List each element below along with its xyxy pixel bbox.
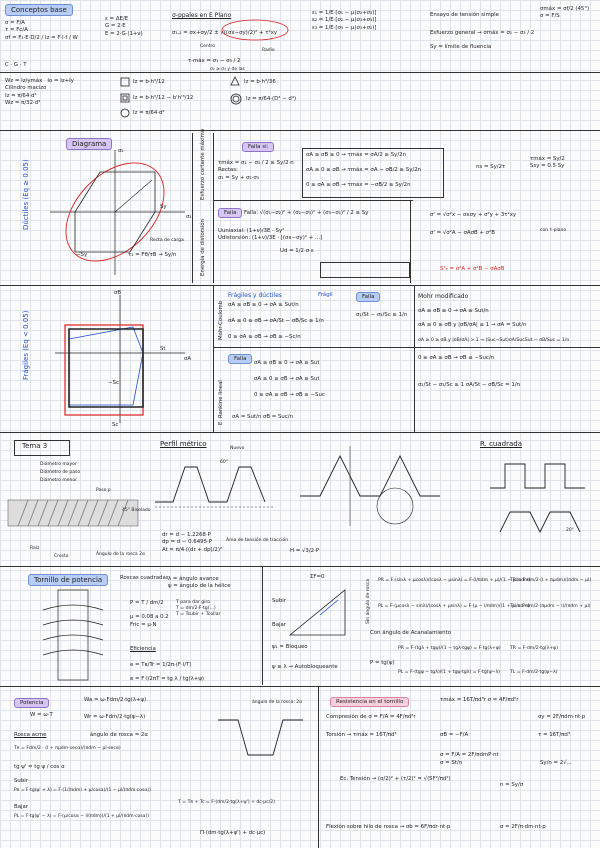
sin-angulo-label: Sin ángulo de rosca bbox=[366, 578, 371, 624]
esfuerzo-general: Esfuerzo general → σmáx = σ₁ − σ₃ / 2 bbox=[430, 30, 535, 36]
recta-label: Recta de carga bbox=[150, 238, 184, 243]
label-paso: Paso p bbox=[96, 488, 111, 493]
falla-si-header: Falla si: bbox=[242, 142, 274, 152]
p-tg: P = tg(ψ) bbox=[370, 660, 395, 666]
angulo-rosca: ángulo de rosca = 2α bbox=[90, 732, 148, 738]
tr-row: TR = F·dm/2·(l + πμdm)/(πdm − μl) bbox=[510, 578, 592, 583]
ang-note: ángulo de la rosca: 2α bbox=[252, 700, 303, 705]
acme-pl: PL = F·tg(ψ' − λ) = F·(μ/cosα − l/(πdm))/(1 + μl/(πdm·cosα)) bbox=[14, 814, 150, 819]
mm-line-3: σA ≥ 0 ≥ σB y |σB/σA| > 1 → (Suc−Sut)σA/SucSut − σB/Suc = 1/n bbox=[418, 338, 570, 343]
ductiles-label: Dúctiles (Eq ≥ 0.05) bbox=[22, 159, 30, 230]
res-right-1: τ = 16T/πd³ bbox=[538, 732, 570, 738]
wa-eq: Wa = ω·Fdm/2·tg(λ+ψ) bbox=[84, 697, 147, 703]
metric-profile bbox=[155, 452, 275, 522]
roscas-cuadradas: Roscas cuadradas bbox=[120, 575, 169, 581]
fragiles-label: Frágiles (Eq < 0.05) bbox=[22, 310, 30, 380]
frag-axis-sigmaa: σA bbox=[184, 356, 192, 362]
tema-title: Tema 3 bbox=[22, 442, 48, 450]
falla-tag-3: Falla bbox=[228, 354, 252, 364]
tg-line-1: PR = F·(tgλ + tgψ)/(1 − tgλ·tgψ) = F·tg(λ+ψ) bbox=[398, 646, 501, 651]
tresca-case-2: σA ≥ 0 ≥ σB → τmáx = σA − σB/2 ≥ Sy/2n bbox=[306, 167, 422, 173]
label-diametro-menor: Diámetro menor bbox=[40, 478, 77, 483]
tresca-case-3: 0 ≥ σA ≥ σB → τmáx = −σB/2 ≥ Sy/2n bbox=[306, 182, 411, 188]
tresca-formula: τmáx = σ₁ − σ₃ / 2 ≥ Sy/2·n Rectas: σ₁ = Sy + σ₂·σ₃ bbox=[218, 160, 294, 181]
axis-sigma2: σ₂ bbox=[118, 148, 124, 154]
el-line-1: σA ≥ σB ≥ 0 → σA ≥ Sut bbox=[254, 360, 320, 366]
res-row-4: Ec. Tensión → (σ/2)² + (τ/2)² = √(5F²/πd²) bbox=[340, 776, 451, 782]
frag-axis-sigmab: σB bbox=[114, 290, 122, 296]
fragile-diagram bbox=[55, 295, 185, 425]
limite-fluencia: Sy = límite de fluencia bbox=[430, 44, 492, 50]
resistencia-header: Resistencia en el tornillo bbox=[330, 697, 409, 707]
res-row-1: Compresión de σ = F/A = 4F/πd²r bbox=[326, 714, 416, 720]
frag-axis-neg-sc: −Sc bbox=[108, 380, 119, 386]
falla-tag: Falla bbox=[218, 208, 242, 218]
metric-nuevo: Nuevo bbox=[230, 446, 245, 451]
label-diametro-mayor: Diámetro mayor bbox=[40, 462, 77, 467]
p-eq: P = T / dm/2 bbox=[130, 600, 164, 606]
mc-line-3: 0 ≥ σA ≥ σB → σB ≥ −Sc/n bbox=[228, 334, 301, 340]
tau-max-formula: τ·máx = σ₁ − σ₃ / 2 bbox=[188, 58, 241, 64]
tresca-case-1: σA ≥ σB ≥ 0 → τmáx = σA/2 ≥ Sy/2n bbox=[306, 152, 406, 158]
tt-line-1: TR = F·dm/2·tg(λ+ψ) bbox=[510, 646, 559, 651]
acme-subir: Subir bbox=[14, 778, 28, 784]
label-cresta: Cresta bbox=[54, 554, 69, 559]
axis-sy: Sy bbox=[160, 204, 167, 210]
mm-line-1: σA ≥ σB ≥ 0 → σA ≥ Sut/n bbox=[418, 308, 489, 314]
mm-line-4: 0 ≥ σA ≥ σB → σB ≤ −Suc/n bbox=[418, 355, 495, 361]
acme-tr: Tʀ = Fdm/2 · (l + πμdm·secα)/(πdm − μl·secα) bbox=[14, 746, 121, 751]
res-right-5: n = Sy/σ bbox=[500, 782, 524, 788]
concepts-header: Conceptos base bbox=[5, 4, 73, 16]
tl-row: TL = F·dm/2·(πμdm − l)/(πdm + μl) bbox=[510, 604, 591, 609]
mohr-coulomb-label: Mohr-Coulomb bbox=[218, 300, 224, 340]
shape-rect-icon bbox=[120, 77, 130, 87]
shape-hollow-rect-icon bbox=[120, 93, 130, 103]
frag-axis-st: St bbox=[160, 346, 166, 352]
plane-stress-title: σ-ppales en E Plano bbox=[172, 12, 232, 19]
w-eq: W = ω·T bbox=[30, 712, 53, 718]
potencia-header: Potencia bbox=[14, 698, 49, 708]
pl-row: PL = F·(μcosλ − sinλ)/(cosλ + μsinλ) = F·(μ − l/πdm)/(1 + μl/πdm) bbox=[378, 604, 530, 609]
ensayo-right: σmáx = σf/2 (45°) σ = F/S bbox=[540, 6, 590, 20]
e-eq-2: e = F·l/2πT = tg λ / tg(λ+ψ) bbox=[130, 676, 204, 682]
falla-eq: σ₁/St − σ₃/Sc ≥ 1/n bbox=[356, 312, 408, 318]
energia-distorsion-label: Energía de distorsión bbox=[200, 218, 206, 276]
diagrama-header: Diagrama bbox=[66, 138, 112, 150]
stress-definitions: σ = F/A τ = Fc/A σf = F₂·E·D/2 / Iz = F·l·f / W bbox=[5, 20, 78, 41]
section-modulus: Wz = Iz/ymáx Io = Iz+Iy Cilindro macizo Iz = π/64·d⁴ Wz = π/32·d³ bbox=[5, 78, 74, 106]
res-right-4: Sy/n = 2√... bbox=[540, 760, 572, 766]
res-right-3: σ = St/n bbox=[440, 760, 463, 766]
tornillo-potencia-header: Tornillo de potencia bbox=[28, 574, 108, 586]
mm-line-2: σA ≥ 0 ≥ σB y |σB/σA| ≤ 1 → σA = Sut/n bbox=[418, 322, 527, 328]
strain-formulas: ε = ΔE/E G = 2·E E = 2·G·(1+ν) bbox=[105, 16, 143, 37]
axis-neg-sy: −Sy bbox=[76, 252, 88, 258]
mc-line-1: σA ≥ σB ≥ 0 → σA ≥ Sut/n bbox=[228, 302, 299, 308]
ud-formula: Ud = 1/2·σ·ε bbox=[280, 248, 314, 254]
energy-lines: Uuniaxial: (1+ν)/3E · Sy² Udistorsión: (1+ν)/3E · [(σx−σy)² + ...] bbox=[218, 228, 323, 242]
torque-lines: T para dar giro T = dm/2·F·tg(...) T = Tsubir + Tcollar bbox=[176, 600, 221, 618]
perfil-formulas: dr = d − 1.2268·P dp = d − 0.6495·P At = π/4·((dr + dp)/2)² bbox=[162, 532, 223, 553]
el-line-3: 0 ≥ σA ≥ σB → σB ≥ −Suc bbox=[254, 392, 325, 398]
acme-pr: Pʀ = F·tg(ψ' + λ) = F·(1/(πdm) + μ/cosα)/(1 − μl/(πdm·cosα)) bbox=[14, 788, 151, 793]
total-torque: T = Tʀ + Tc = F·(dm/2·tg(λ+ψ') + dc·μc/2) bbox=[178, 800, 276, 805]
bajar-label: Bajar bbox=[272, 622, 287, 628]
tg-line-2: PL = F·(tgψ − tgλ)/(1 + tgψ·tgλ) = F·tg(ψ−λ) bbox=[398, 670, 500, 675]
ns-formula: ns = Sy/2τ bbox=[476, 164, 506, 170]
shape-hollow-rect-formula: Iz = b·h³/12 − b'h'³/12 bbox=[133, 95, 194, 101]
tau-relation: τ₁ = Fθ/τB → Sy/n bbox=[128, 252, 177, 258]
incline-diagram bbox=[290, 580, 350, 640]
falla-tag-2: Falla bbox=[356, 292, 380, 302]
con-tau-plano: con τ·plano bbox=[540, 228, 567, 233]
acme-profile bbox=[218, 710, 308, 770]
principal-stress-formula: σ₁,₂ = σx+σy/2 ± √((σx−σy)/2)² + τ²xy bbox=[172, 30, 278, 36]
res-right-2: σB = −F/A bbox=[440, 732, 469, 738]
thread-profile-2 bbox=[300, 446, 450, 536]
wr-eq: Wr = ω·Fdm/2·tg(ψ−λ) bbox=[84, 714, 146, 720]
shape-ring-icon bbox=[230, 93, 242, 105]
res-row-3: σ = F/A = 2F/πdmP·nt bbox=[440, 752, 499, 758]
shape-circle-formula: Iz = π/64·d⁴ bbox=[133, 110, 165, 116]
label-raiz: Raíz bbox=[30, 546, 40, 551]
mohr-mod-title: Mohr modificado bbox=[418, 293, 469, 300]
shape-triangle-icon bbox=[230, 76, 240, 86]
axis-sigma1: σ₁ bbox=[186, 214, 192, 220]
esfuerzo-cortante-label: Esfuerzo cortante máximo bbox=[200, 128, 206, 200]
area-tension-note: Área de tensión de tracción bbox=[226, 538, 289, 543]
radio-label: Radio bbox=[262, 48, 275, 53]
el-line-2: σA ≥ 0 ≥ σB → σA ≥ Sut bbox=[254, 376, 320, 382]
ensayo-label: Ensayo de tensión simple bbox=[430, 12, 499, 18]
square-thread bbox=[490, 458, 590, 548]
label-diametro-paso: Diámetro de paso bbox=[40, 470, 81, 475]
el-bottom: σA = Sut/n σB = Suc/n bbox=[232, 414, 294, 420]
shape-triangle-formula: Iz = b·h³/36 bbox=[244, 79, 276, 85]
res-right-6: σ = 2F/π·dm·nt·p bbox=[500, 824, 546, 830]
ductile-diagram bbox=[40, 150, 190, 280]
hooke-law: ε₁ = 1/E·[σ₁ − μ(σ₂+σ₃)] ε₂ = 1/E·[σ₂ − μ(σ₁+σ₃)] ε₃ = 1/E·[σ₃ − μ(σ₁+σ₂)] bbox=[312, 10, 377, 31]
mm-bottom: σ₁/St − σ₃/Sc ≥ 1 σA/St − σB/Sc = 1/n bbox=[418, 382, 521, 388]
res-right-0: σy = 2F/πdm·nt·p bbox=[538, 714, 586, 720]
fragiles-header: Frágiles y dúctiles bbox=[228, 292, 282, 299]
tg-psi-prime: tg ψ' = tg ψ / cos α bbox=[14, 764, 65, 770]
eficiencia-label: Eficiencia bbox=[130, 646, 156, 652]
tau-side: τmáx = Sy/2 Ssy = 0.5·Sy bbox=[530, 156, 565, 170]
label-angulo: Ángulo de la rosca 2α bbox=[96, 552, 145, 557]
perfil-metrico-header: Perfil métrico bbox=[160, 440, 207, 448]
ellipse-radio bbox=[220, 18, 290, 42]
shape-rect-formula: Iz = b·h³/12 bbox=[133, 79, 165, 85]
torque-bottom: Π·(dm·tg(λ+ψ') + dc·μc) bbox=[200, 830, 266, 836]
r-cuadrada-header: R. cuadrada bbox=[480, 440, 522, 448]
mu-range: μ = 0.08 a 0.2 bbox=[130, 614, 169, 620]
shape-ring-formula: Iz = π/64·(D⁴ − d⁴) bbox=[246, 96, 297, 102]
tt-line-2: TL = F·dm/2·tg(ψ−λ) bbox=[510, 670, 558, 675]
cgt-label: C · G · T bbox=[5, 62, 27, 68]
roscas-lines: λ = ángulo avance ψ = ángulo de la hélice bbox=[168, 576, 231, 590]
mc-line-2: σA ≥ 0 ≥ σB → σA/St − σB/Sc ≥ 1/n bbox=[228, 318, 324, 324]
falla-vm: Falla: √(σ₁−σ₂)² + (σ₂−σ₃)² + (σ₃−σ₁)² / 2 ≥ Sy bbox=[244, 210, 369, 216]
e-eq: e = Tʙ/Tr = 1/2π·(F·l/T) bbox=[130, 662, 192, 668]
frag-axis-sc: Sc bbox=[112, 422, 119, 428]
red-formula: S²ₑ = σ²A + σ²B − σAσB bbox=[440, 266, 505, 272]
screw-illustration bbox=[8, 490, 151, 540]
con-angulo-label: Con ángulo de Acanalamiento bbox=[370, 630, 451, 636]
shape-circle-icon bbox=[120, 108, 130, 118]
rankine-label: E. Rankine lineal bbox=[218, 380, 224, 425]
res-row-0: τmáx = 16T/πd³r σ = 4F/πd²r bbox=[440, 697, 519, 703]
pr-row: PR = F·(sinλ + μcosλ)/(cosλ − μsinλ) = F·(l/πdm + μ)/(1 − μl/πdm) bbox=[378, 578, 531, 583]
psi-bloqueo: ψ₁ = Bloqueo bbox=[272, 644, 308, 650]
res-row-5: Flexión sobre hilo de rosca → σb = 6F/πdr·nt·p bbox=[326, 824, 451, 830]
res-row-2: Torsión → τmáx = 16T/πd³ bbox=[326, 732, 397, 738]
sq-20: 20° bbox=[566, 528, 574, 533]
power-screw bbox=[28, 590, 118, 680]
centro-label: Centro bbox=[200, 44, 216, 49]
acme-bajar: Bajar bbox=[14, 804, 29, 810]
vonmises-general: σ' = √σ²x − σxσy + σ²y + 3τ²xy bbox=[430, 212, 517, 218]
rosca-acme: Rosca acme bbox=[14, 732, 47, 738]
sum-forces: ΣF=0 bbox=[310, 574, 325, 580]
metric-60: 60° bbox=[220, 460, 228, 465]
tau-max-note: σ₂ ≥ σ₃ y de las bbox=[210, 67, 245, 72]
label-bisel: 45° Biselado bbox=[122, 508, 151, 513]
fragil-tag: Frágil bbox=[318, 292, 333, 298]
vonmises-uniaxial: σ' = √σ²A − σAσB + σ²B bbox=[430, 230, 495, 236]
subir-label: Subir bbox=[272, 598, 286, 604]
h-formula: H = √3/2·P bbox=[290, 548, 320, 554]
fric-eq: Fric = μ·N bbox=[130, 622, 157, 628]
autobloqueo: ψ ≥ λ → Autobloqueante bbox=[272, 664, 338, 670]
